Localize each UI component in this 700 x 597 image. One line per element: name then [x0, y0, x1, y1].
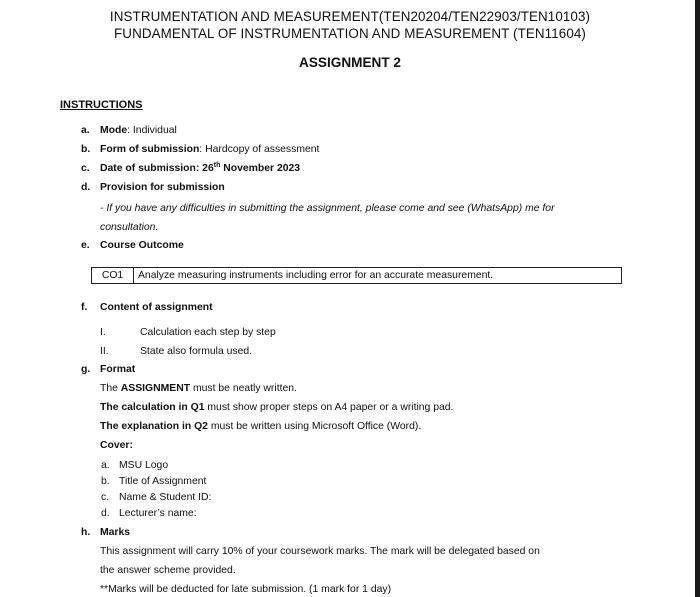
cover-item-2-text: Title of Assignment	[119, 476, 207, 487]
cover-item-3-marker: c.	[101, 492, 110, 503]
item-b-marker: b.	[81, 144, 91, 155]
item-f-marker: f.	[81, 302, 88, 313]
item-h-marker: h.	[81, 527, 91, 538]
course-outcome-text: Analyze measuring instruments including error for an accurate measurement.	[138, 270, 494, 281]
item-d-label: Provision for submission	[100, 182, 225, 193]
item-c-marker: c.	[81, 163, 90, 174]
cover-item-2-marker: b.	[101, 476, 110, 487]
item-f-sub-1-text: Calculation each step by step	[140, 327, 276, 338]
item-e-marker: e.	[81, 240, 90, 251]
format-line-3: The explanation in Q2 must be written using Microsoft Office (Word).	[100, 421, 422, 432]
item-g-format	[100, 364, 135, 375]
course-title-line-1: INSTRUMENTATION AND MEASUREMENT(TEN20204/TEN22903/TEN10103)	[109, 9, 591, 24]
cover-label: Cover:	[100, 440, 133, 451]
item-e-label: Course Outcome	[100, 240, 184, 251]
item-g-label: Format	[100, 364, 136, 375]
marks-line-1: This assignment will carry 10% of your coursework marks. The mark will be delegated based on	[100, 546, 540, 557]
item-a-value: : Individual	[127, 125, 177, 136]
item-f-sub-2-marker: II.	[100, 346, 109, 357]
item-d-note-line-1: - If you have any difficulties in submitting the assignment, please come and see (WhatsApp) me for	[100, 203, 555, 214]
marks-line-2: the answer scheme provided.	[100, 565, 236, 576]
item-f-content	[100, 302, 213, 313]
marks-line-3: **Marks will be deducted for late submission. (1 mark for 1 day)	[100, 584, 392, 595]
instructions-heading: INSTRUCTIONS	[60, 99, 143, 111]
item-f-label: Content of assignment	[100, 302, 213, 313]
item-d-marker: d.	[81, 182, 91, 193]
item-d-provision	[100, 182, 225, 193]
cover-item-3-text: Name & Student ID:	[119, 492, 212, 503]
item-b-value: : Hardcopy of assessment	[199, 144, 320, 155]
item-d-note-line-2: consultation.	[100, 222, 159, 233]
course-outcome-code: CO1	[92, 268, 134, 283]
assignment-title: ASSIGNMENT 2	[299, 55, 401, 70]
item-c-sup: th	[213, 162, 221, 169]
course-outcome-table	[91, 267, 622, 284]
format-line-2: The calculation in Q1 must show proper steps on A4 paper or a writing pad.	[100, 402, 454, 413]
item-b-label: Form of submission	[100, 144, 200, 155]
item-g-marker: g.	[81, 364, 91, 375]
item-a-mode	[100, 125, 177, 136]
item-h-label: Marks	[100, 527, 131, 538]
item-a-marker: a.	[81, 125, 90, 136]
document-header	[0, 8, 700, 42]
item-f-sub-2-text: State also formula used.	[140, 346, 253, 357]
course-title-line-2: FUNDAMENTAL OF INSTRUMENTATION AND MEASUREMENT (TEN11604)	[114, 26, 586, 41]
item-e-course-outcome	[100, 240, 184, 251]
cover-item-1-text: MSU Logo	[119, 460, 169, 471]
item-a-label: Mode	[100, 125, 128, 136]
cover-item-4-text: Lecturer’s name:	[119, 508, 197, 519]
scan-edge	[695, 0, 700, 597]
item-f-sub-1-marker: I.	[100, 327, 106, 338]
item-c-date	[100, 163, 300, 174]
cover-item-4-marker: d.	[101, 508, 110, 519]
item-h-marks	[100, 527, 130, 538]
item-c-label: Date of submission: 26	[100, 163, 214, 174]
cover-item-1-marker: a.	[101, 460, 110, 471]
format-line-1: The ASSIGNMENT must be neatly written.	[100, 383, 297, 394]
item-c-value: November 2023	[220, 163, 301, 174]
item-b-form	[100, 144, 319, 155]
